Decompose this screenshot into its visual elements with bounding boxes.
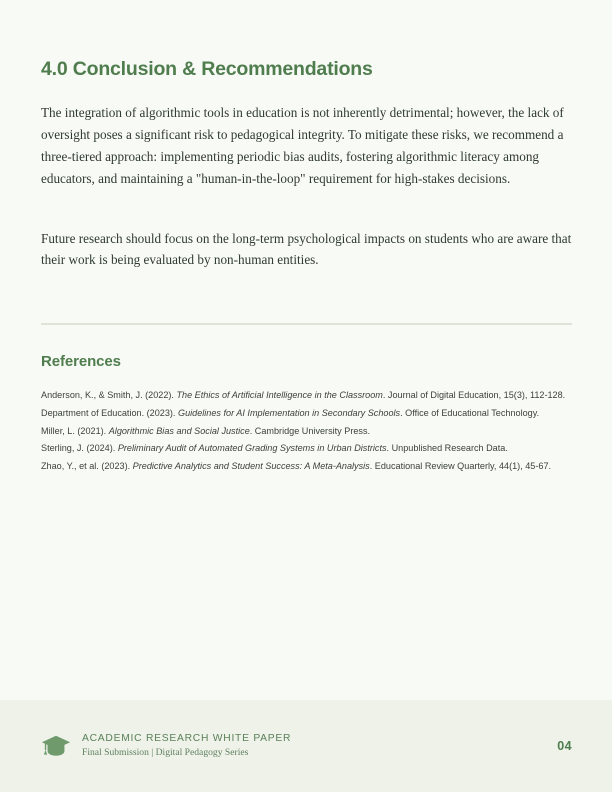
reference-title: Algorithmic Bias and Social Justice — [108, 425, 250, 436]
reference-item — [41, 440, 574, 458]
reference-authors: Miller, L. (2021). — [41, 425, 109, 436]
reference-source: . Educational Review Quarterly, 44(1), 45-67. — [369, 460, 552, 471]
reference-authors: Department of Education. (2023). — [41, 407, 178, 418]
reference-authors: Sterling, J. (2024). — [41, 443, 118, 454]
reference-authors: Zhao, Y., et al. (2023). — [41, 460, 133, 471]
future-research-paragraph: Future research should focus on the long-term psychological impacts on students who are aware that their work is being evaluated by non-human entities. — [41, 230, 572, 268]
references-list — [41, 387, 574, 476]
reference-source: . Cambridge University Press. — [249, 425, 371, 436]
page-content — [41, 0, 573, 476]
reference-item — [41, 458, 574, 476]
section-divider — [41, 323, 572, 325]
graduation-cap-icon — [41, 731, 71, 761]
page-footer — [0, 700, 612, 792]
page-title: 4.0 Conclusion & Recommendations — [41, 58, 373, 80]
references-heading-wrap — [41, 353, 573, 371]
footer-title: ACADEMIC RESEARCH WHITE PAPER — [82, 733, 292, 744]
reference-authors: Anderson, K., & Smith, J. (2022). — [41, 390, 177, 401]
reference-title: Preliminary Audit of Automated Grading Systems in Urban Districts — [117, 443, 387, 454]
conclusion-paragraph: The integration of algorithmic tools in education is not inherently detrimental; however, the lack of oversight poses a significant risk to pedagogical integrity. To mitigate these risks, we recommend a three-tiered approach: implementing periodic bias audits, fostering algorithmic literacy among educators, and maintaining a "human-in-the-loop" requirement for high-stakes decisions. — [41, 105, 564, 186]
references-heading: References — [41, 353, 121, 371]
reference-item — [41, 405, 574, 423]
footer-branding — [41, 731, 291, 761]
reference-item — [41, 387, 574, 405]
page-number: 04 — [557, 739, 572, 753]
reference-title: The Ethics of Artificial Intelligence in the Classroom — [176, 390, 383, 401]
reference-item — [41, 423, 574, 441]
footer-text-block — [82, 732, 291, 760]
reference-source: . Unpublished Research Data. — [386, 443, 508, 454]
reference-source: . Office of Educational Technology. — [400, 407, 540, 418]
footer-inner — [41, 700, 572, 792]
reference-source: . Journal of Digital Education, 15(3), 112-128. — [382, 390, 566, 401]
footer-subtitle: Final Submission | Digital Pedagogy Series — [82, 747, 249, 758]
reference-title: Predictive Analytics and Student Success: A Meta-Analysis — [132, 460, 370, 471]
reference-title: Guidelines for AI Implementation in Secondary Schools — [178, 407, 401, 418]
